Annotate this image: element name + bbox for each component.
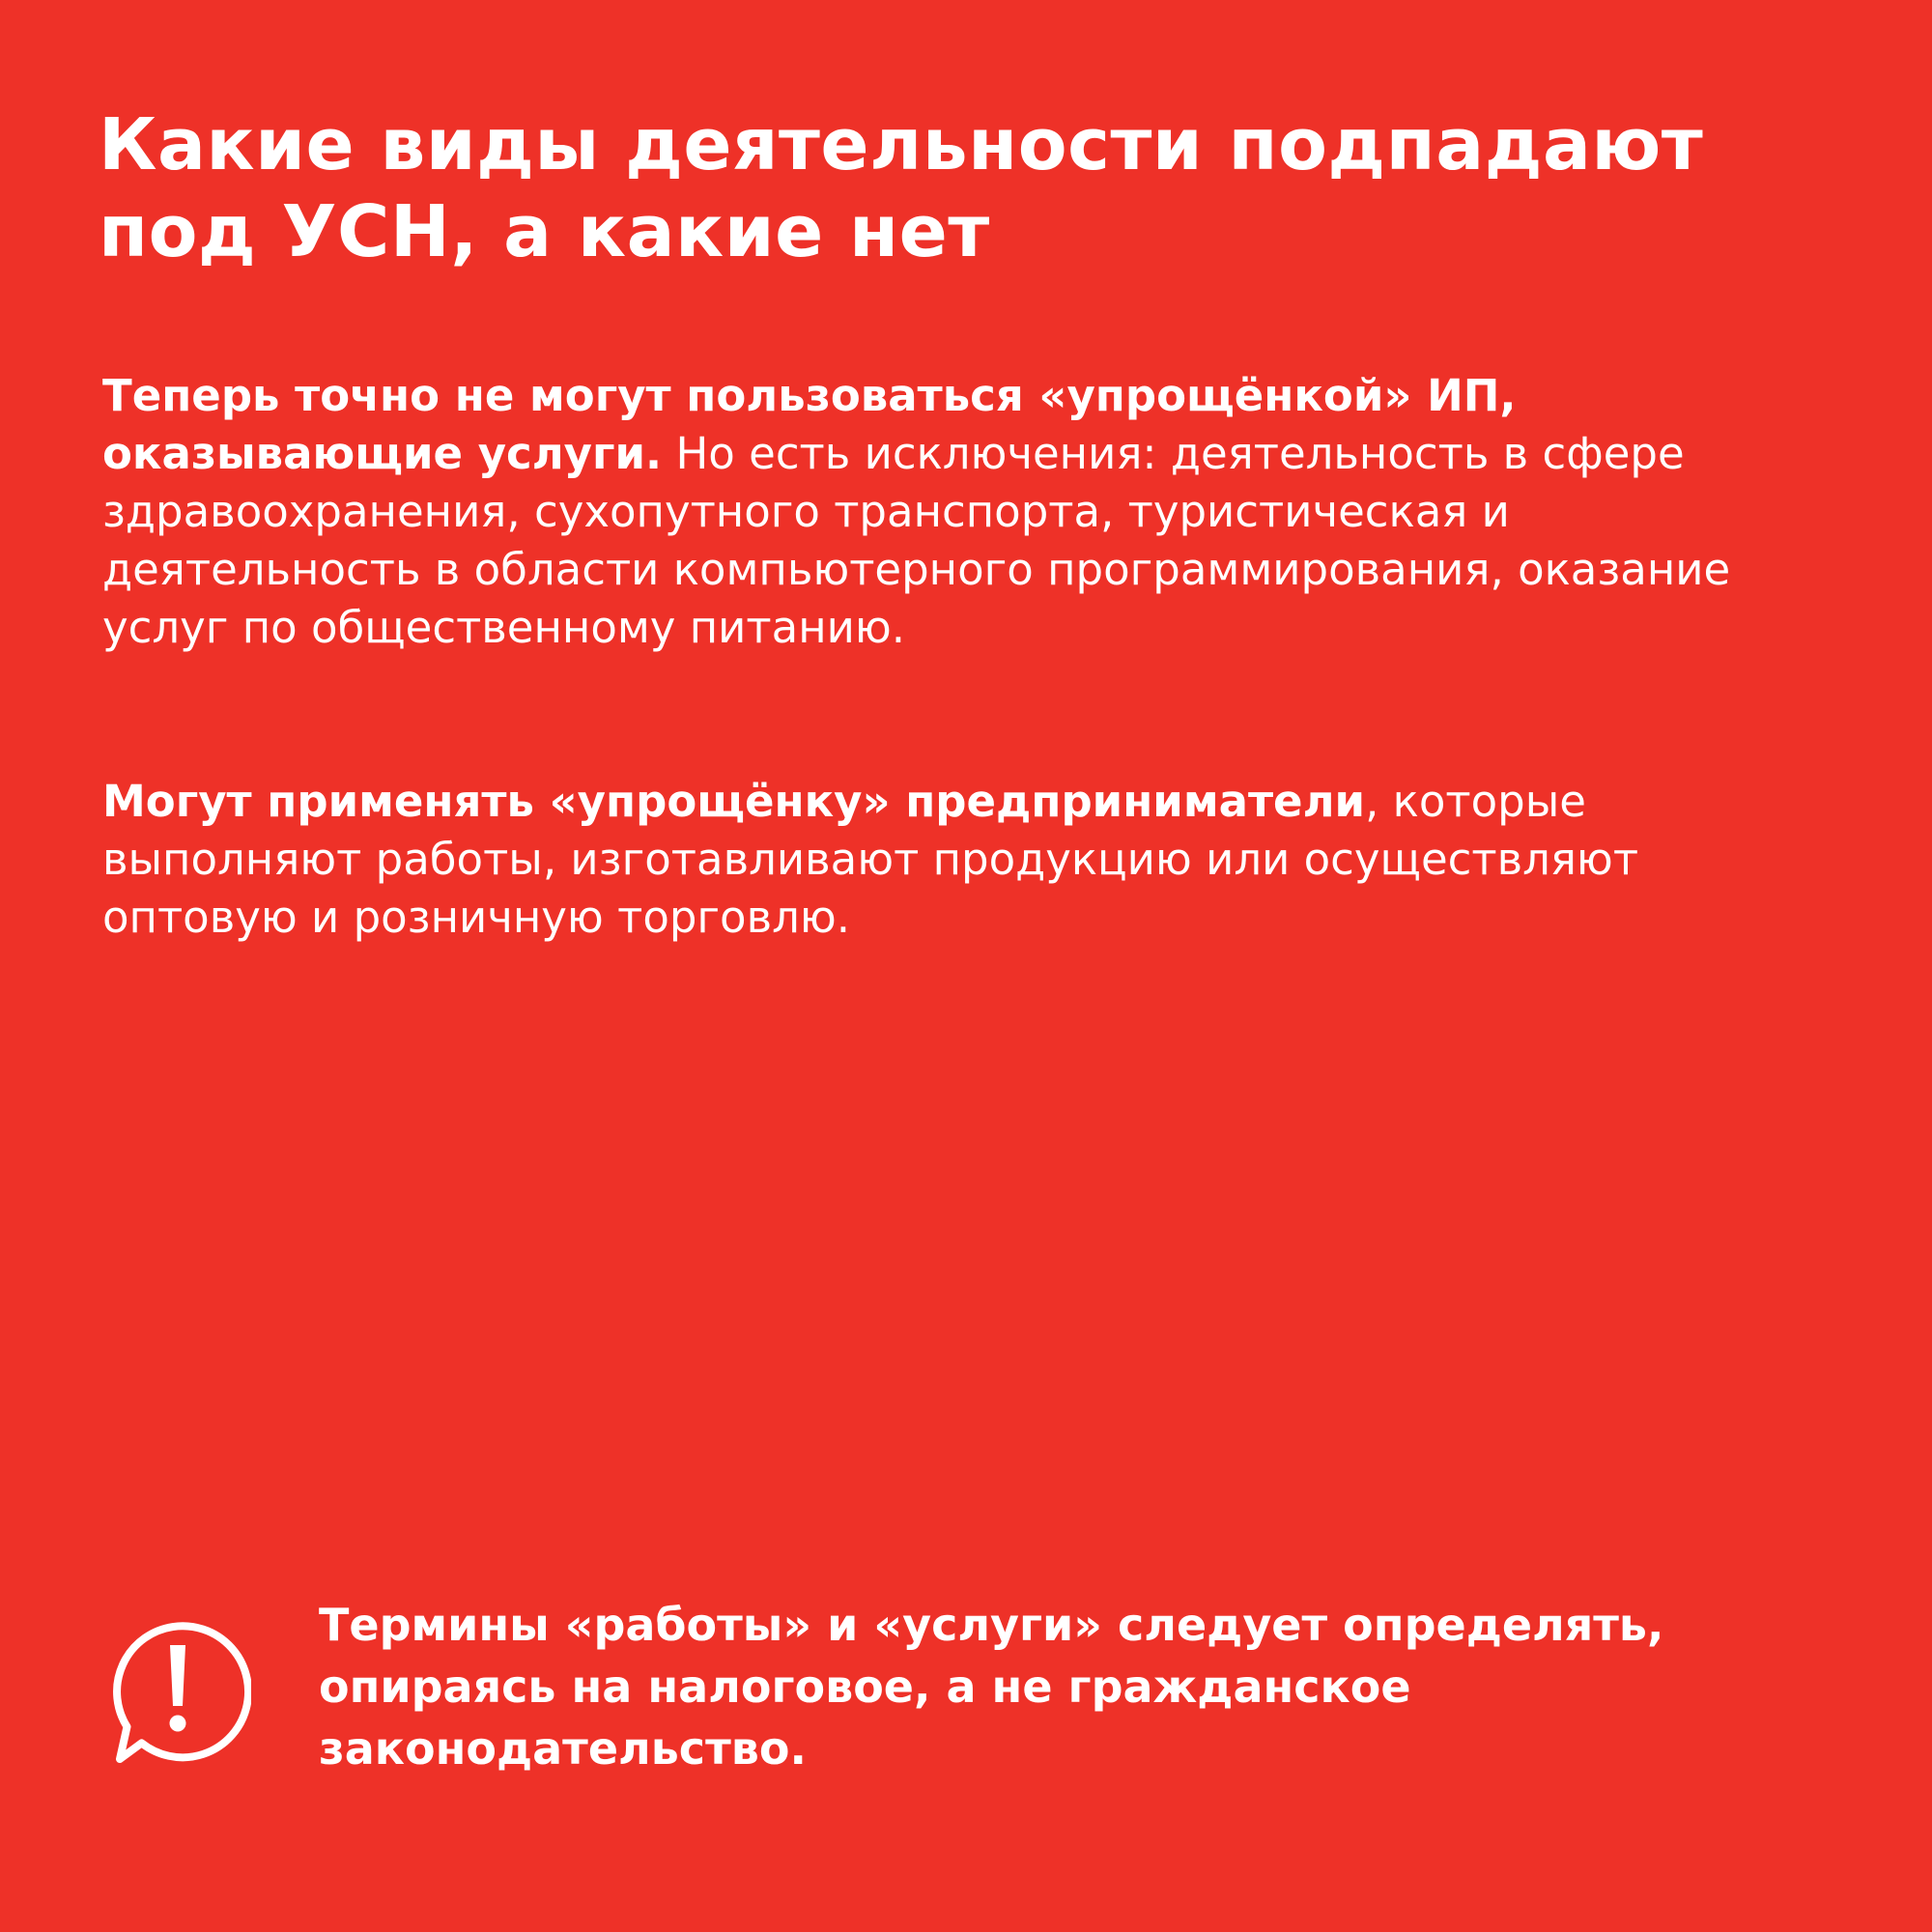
- slide-title: Какие виды деятельности подпадают под УСН, а какие нет: [99, 103, 1704, 273]
- paragraph-allowed-text: , которые выполняют работы, изготавливают продукцию или осуществляют оптовую и розничную торговлю.: [102, 776, 1639, 943]
- paragraph-restrictions-bold: Теперь точно не могут пользоваться «упрощёнкой» ИП, оказывающие услуги.: [102, 370, 1517, 479]
- exclamation-speech-bubble-icon: [104, 1613, 251, 1768]
- paragraph-allowed: [102, 773, 1822, 947]
- paragraph-allowed-bold: Могут применять «упрощёнку» предприниматели: [102, 776, 1366, 827]
- note-text: Термины «работы» и «услуги» следует определять, опираясь на налоговое, а не гражданское законодательство.: [319, 1599, 1664, 1775]
- paragraph-restrictions: [102, 367, 1822, 657]
- paragraph-restrictions-text: Но есть исключения: деятельность в сфере здравоохранения, сухопутного транспорта, туристическая и деятельность в области компьютерного программирования, оказание услуг по общественному питанию.: [102, 428, 1731, 653]
